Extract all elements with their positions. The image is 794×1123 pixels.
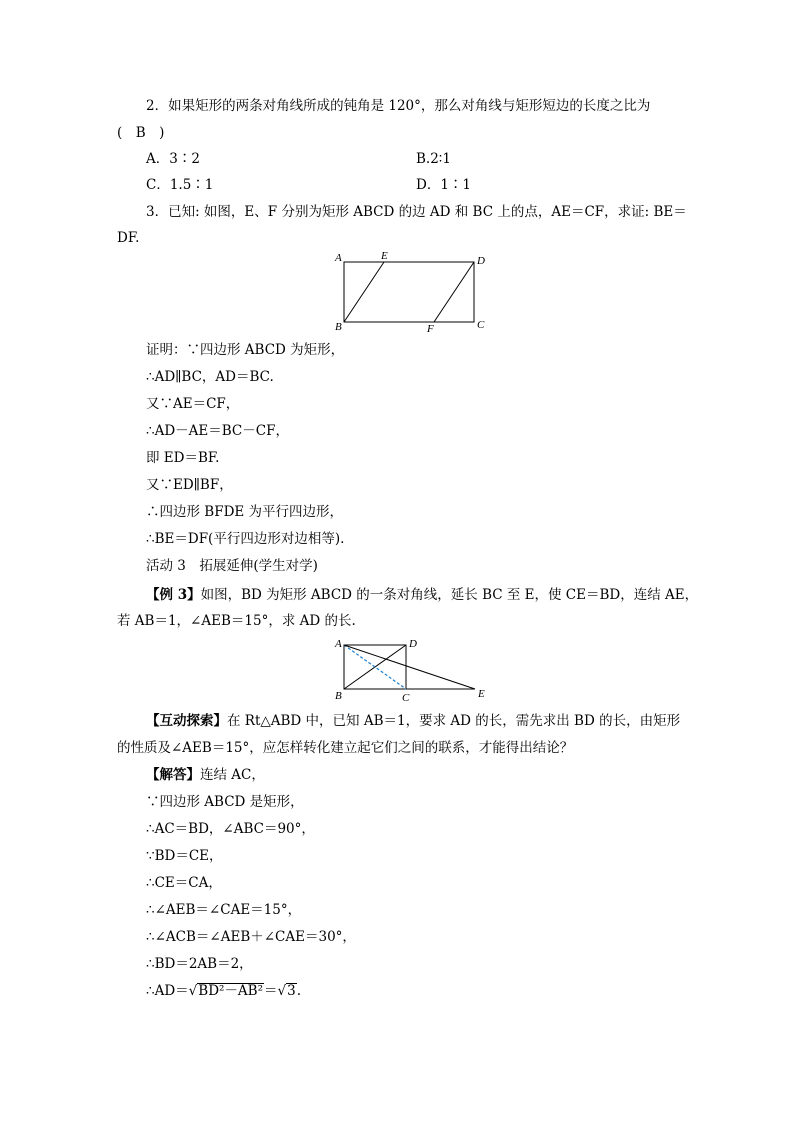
label-e: E bbox=[381, 250, 388, 262]
proof-line-1: 证明：∵四边形 ABCD 为矩形， bbox=[146, 342, 345, 358]
sqrt-sign-icon: √ bbox=[188, 983, 198, 999]
solution-step-6: ∴∠ACB＝∠AEB＋∠CAE＝30°， bbox=[146, 929, 356, 945]
solution-final bbox=[146, 982, 301, 1000]
solution-step-3: ∵BD＝CE， bbox=[146, 848, 223, 864]
label-d: D bbox=[477, 255, 485, 267]
label-f: F bbox=[427, 323, 434, 334]
solution-heading bbox=[146, 766, 265, 784]
label-a: A bbox=[335, 252, 342, 264]
proof-line-7: ∴四边形 BFDE 为平行四边形， bbox=[146, 504, 344, 520]
q2-option-b: B.2∶1 bbox=[416, 151, 451, 167]
explore-tag: 【互动探索】 bbox=[146, 713, 227, 729]
solution-step-7: ∴BD＝2AB＝2， bbox=[146, 956, 253, 972]
final-radicand-2: 3 bbox=[287, 983, 296, 999]
q3-stem-cont: DF. bbox=[117, 230, 140, 246]
segment-be bbox=[344, 262, 384, 322]
solution-first-step: 连结 AC， bbox=[200, 767, 265, 783]
solution-step-2: ∴AC＝BD，∠ABC＝90°， bbox=[146, 821, 315, 837]
solution-step-4: ∴CE＝CA， bbox=[146, 875, 222, 891]
label-c: C bbox=[477, 319, 485, 331]
explore-line-1: 在 Rt△ABD 中，已知 AB＝1，要求 AD 的长，需先求出 BD 的长，由矩形 bbox=[227, 713, 681, 729]
label-b: B bbox=[335, 321, 342, 333]
final-mid: ＝ bbox=[264, 983, 278, 999]
label-c: C bbox=[402, 692, 410, 704]
solution-tag: 【解答】 bbox=[146, 767, 200, 783]
solution-step-1: ∵四边形 ABCD 是矩形， bbox=[146, 794, 304, 810]
example-3-figure bbox=[330, 635, 492, 707]
proof-line-5: 即 ED＝BF. bbox=[146, 450, 220, 466]
explore-line-2: 的性质及∠AEB＝15°，应怎样转化建立起它们之间的联系，才能得出结论？ bbox=[117, 740, 574, 756]
label-a: A bbox=[335, 638, 342, 650]
final-suffix: . bbox=[296, 983, 302, 999]
proof-line-2: ∴AD∥BC，AD＝BC. bbox=[146, 369, 274, 385]
final-radicand: BD²－AB² bbox=[198, 983, 264, 999]
example-3-text: 如图，BD 为矩形 ABCD 的一条对角线，延长 BC 至 E，使 CE＝BD，连结 AE， bbox=[200, 587, 699, 603]
example-3-stem-cont: 若 AB＝1，∠AEB＝15°，求 AD 的长. bbox=[117, 613, 356, 629]
solution-step-5: ∴∠AEB＝∠CAE＝15°， bbox=[146, 902, 302, 918]
activity-heading: 活动 3 拓展延伸(学生对学) bbox=[146, 558, 318, 574]
explore-text bbox=[146, 712, 680, 730]
proof-line-8: ∴BE＝DF(平行四边形对边相等). bbox=[146, 531, 345, 547]
q2-stem: 2．如果矩形的两条对角线所成的钝角是 120°，那么对角线与矩形短边的长度之比为 bbox=[146, 98, 651, 114]
q3-stem: 3．已知: 如图，E、F 分别为矩形 ABCD 的边 AD 和 BC 上的点，AE＝CF，求证: BE＝ bbox=[146, 204, 687, 220]
final-prefix: ∴AD＝ bbox=[146, 983, 189, 999]
segment-df bbox=[434, 262, 474, 322]
sqrt-sign-icon: √ bbox=[277, 983, 287, 999]
q2-option-a: A．3∶2 bbox=[146, 151, 200, 167]
segment-ae bbox=[344, 645, 475, 689]
q2-option-c: C．1.5∶1 bbox=[146, 177, 214, 193]
q2-option-d: D．1∶1 bbox=[416, 177, 472, 193]
q3-figure bbox=[330, 248, 490, 334]
example-3-stem bbox=[146, 586, 698, 604]
example-3-tag: 【例 3】 bbox=[146, 587, 201, 603]
label-d: D bbox=[409, 638, 417, 650]
label-b: B bbox=[335, 690, 342, 702]
proof-line-4: ∴AD－AE＝BC－CF， bbox=[146, 423, 289, 439]
label-e: E bbox=[478, 688, 485, 700]
proof-line-3: 又∵AE＝CF， bbox=[146, 396, 240, 412]
q2-answer: ( B ) bbox=[117, 125, 165, 141]
proof-line-6: 又∵ED∥BF， bbox=[146, 477, 233, 493]
